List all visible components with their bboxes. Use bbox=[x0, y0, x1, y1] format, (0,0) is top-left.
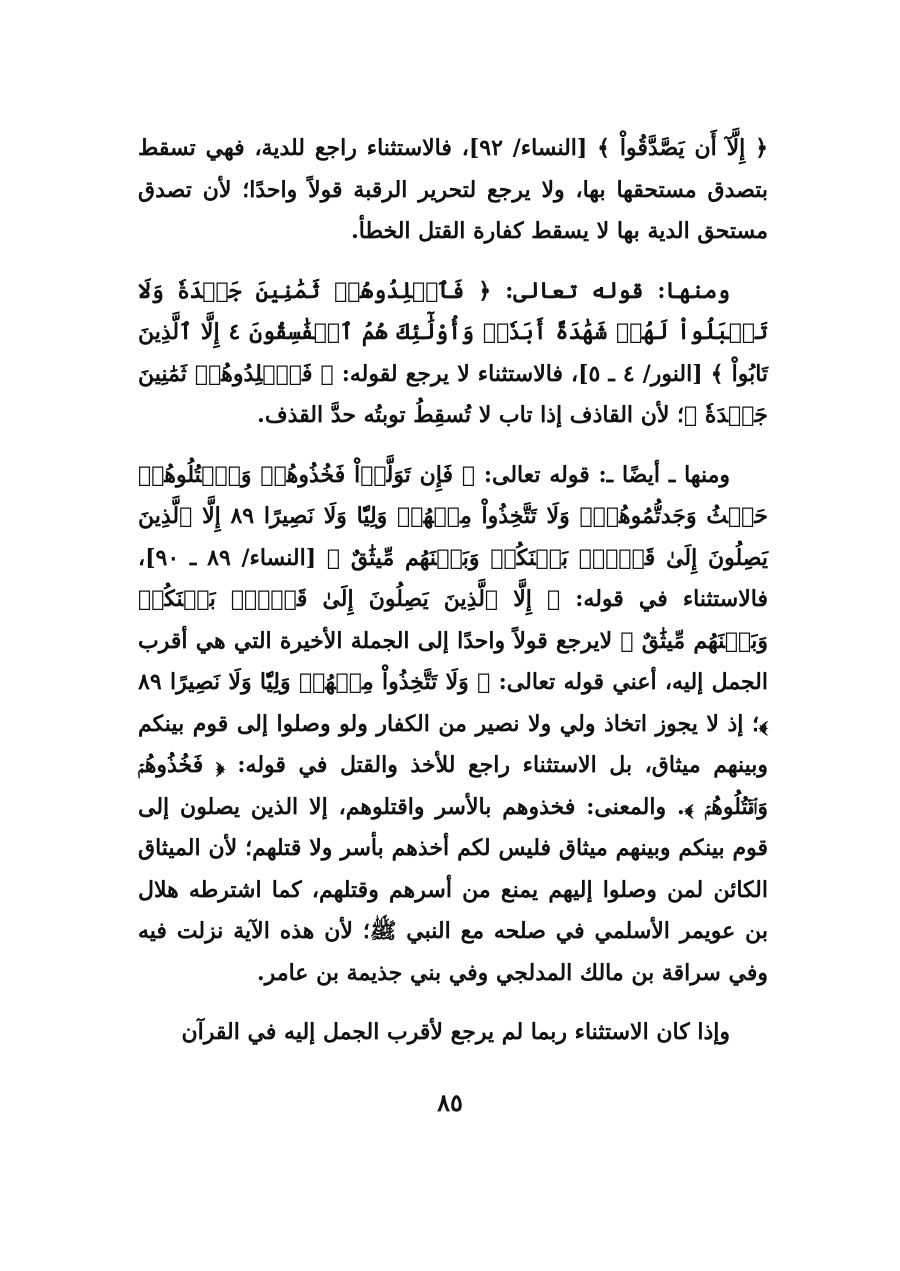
paragraph-3: ومنها ـ أيضًا ـ: قوله تعالى: ﴿ فَإِن تَوَلَّوۡاْ فَخُذُوهُمۡ وَٱقۡتُلُوهُمۡ حَيۡثُ وَجَدتُّمُوهُمۡۖ وَلَا تَتَّخِذُواْ مِنۡهُمۡ وَلِيّٗا وَلَا نَصِيرًا ٨٩ إِلَّا ٱلَّذِينَ يَصِلُونَ إِلَىٰ قَوۡمِۭ بَيۡنَكُمۡ وَبَيۡنَهُم مِّيثَٰقٌ ﴾ [النساء/ ٨٩ ـ ٩٠]، فالاستثناء في قوله: ﴿ إِلَّا ٱلَّذِينَ يَصِلُونَ إِلَىٰ قَوۡمِۭ بَيۡنَكُمۡ وَبَيۡنَهُم مِّيثَٰقٌ ﴾ لايرجع قولاً واحدًا إلى الجملة الأخيرة التي هي أقرب الجمل إليه، أعني قوله تعالى: ﴿ وَلَا تَتَّخِذُواْ مِنۡهُمۡ وَلِيّٗا وَلَا نَصِيرًا ٨٩ ﴾؛ إذ لا يجوز اتخاذ ولي ولا نصير من الكفار ولو وصلوا إلى قوم بينكم وبينهم ميثاق، بل الاستثناء راجع للأخذ والقتل في قوله: ﴿ فَخُذُوهُمۡ وَٱقۡتُلُوهُمۡ ﴾. والمعنى: فخذوهم بالأسر واقتلوهم، إلا الذين يصلون إلى قوم بينكم وبينهم ميثاق فليس لكم أخذهم بأسر ولا قتلهم؛ لأن الميثاق الكائن لمن وصلوا إليهم يمنع من أسرهم وقتلهم، كما اشترطه هلال بن عويمر الأسلمي في صلحه مع النبي ﷺ؛ لأن هذه الآية نزلت فيه وفي سراقة بن مالك المدلجي وفي بني جذيمة بن عامر. bbox=[138, 461, 769, 986]
paragraph-1: ﴿ إِلَّآ أَن يَصَّدَّقُواْ ﴾ [النساء/ ٩٢]، فالاستثناء راجع للدية، فهي تسقط بتصدق مستحقها بها، ولا يرجع لتحرير الرقبة قولاً واحدًا؛ لأن تصدق مستحق الدية بها لا يسقط كفارة القتل الخطأ. bbox=[138, 135, 769, 244]
page-body-text bbox=[138, 128, 768, 1054]
paragraph-4: وإذا كان الاستثناء ربما لم يرجع لأقرب الجمل إليه في القرآن bbox=[181, 1019, 730, 1045]
paragraph-2: ومنها: قوله تعالى: ﴿ فَٱجۡلِدُوهُمۡ ثَمَٰنِينَ جَلۡدَةٗ وَلَا تَقۡبَلُواْ لَهُمۡ شَهَٰدَةً أَبَدٗاۚ وَأُوْلَٰٓئِكَ هُمُ ٱلۡفَٰسِقُونَ ٤ إِلَّا ٱلَّذِينَ تَابُواْ ﴾ [النور/ ٤ ـ ٥]، فالاستثناء لا يرجع لقوله: ﴿ فَٱجۡلِدُوهُمۡ ثَمَٰنِينَ جَلۡدَةٗ ﴾؛ لأن القاذف إذا تاب لا تُسقِطُ توبتُه حدَّ القذف. bbox=[138, 277, 769, 428]
page-number: ٨٥ bbox=[437, 1088, 463, 1117]
